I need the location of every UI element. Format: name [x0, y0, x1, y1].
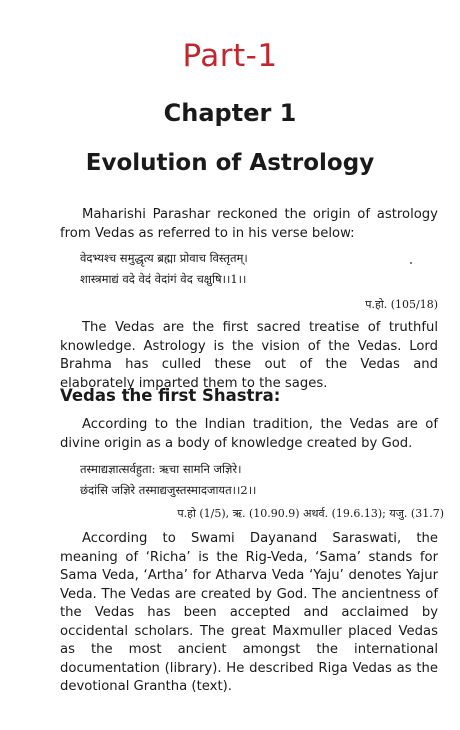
chapter-title: Chapter 1: [163, 99, 297, 127]
tradition-paragraph: According to the Indian tradition, the Vedas are of divine origin as a body of knowledge created by God.: [60, 417, 438, 451]
section-heading: Vedas the first Shastra:: [60, 386, 281, 405]
chapter-subtitle: Evolution of Astrology: [85, 150, 375, 176]
verse-1-reference: प.हो. (105/18): [365, 298, 438, 311]
intro-paragraph: Maharishi Parashar reckoned the origin of astrology from Vedas as referred to in his verse below:: [60, 207, 438, 241]
verse-2-reference: प.हो (1/5), ऋ. (10.90.9) अथर्व. (19.6.13); यजु. (31.7): [177, 507, 444, 520]
vedas-paragraph: The Vedas are the first sacred treatise of truthful knowledge. Astrology is the vision of the Vedas. Lord Brahma has culled these out of the Vedas and elaborately imparted them to the sages.: [60, 320, 438, 391]
dayanand-paragraph: According to Swami Dayanand Saraswati, the meaning of ‘Richa’ is the Rig-Veda, ‘Sama’ stands for Sama Veda, ‘Artha’ for Atharva Veda ‘Yaju’ denotes Yajur Veda. The Vedas are created by God. The ancientness of the Vedas has been accepted and acclaimed by occidental scholars. The great Maxmuller placed Vedas as the most ancient amongst the international documentation (library). He described Riga Vedas as the devotional Grantha (text).: [60, 531, 438, 694]
sanskrit-verse-1-line-1: वेदभ्यश्च समुद्धृत्य ब्रह्मा प्रोवाच विस्तृतम्।: [80, 251, 248, 265]
part-title: Part-1: [182, 38, 278, 74]
sanskrit-verse-2-line-2: छंदांसि जज्ञिरे तस्माद्यजुस्तस्मादजायत।।2।।: [80, 483, 257, 497]
speck-mark: [410, 262, 412, 264]
sanskrit-verse-2-line-1: तस्माद्यज्ञात्सर्वहुता: ऋचा सामनि जज्ञिरे।: [80, 462, 242, 476]
sanskrit-verse-1-line-2: शास्त्रमाद्यं वदे वेदं वेदांगं वेद चक्षुषि।।1।।: [80, 272, 247, 286]
